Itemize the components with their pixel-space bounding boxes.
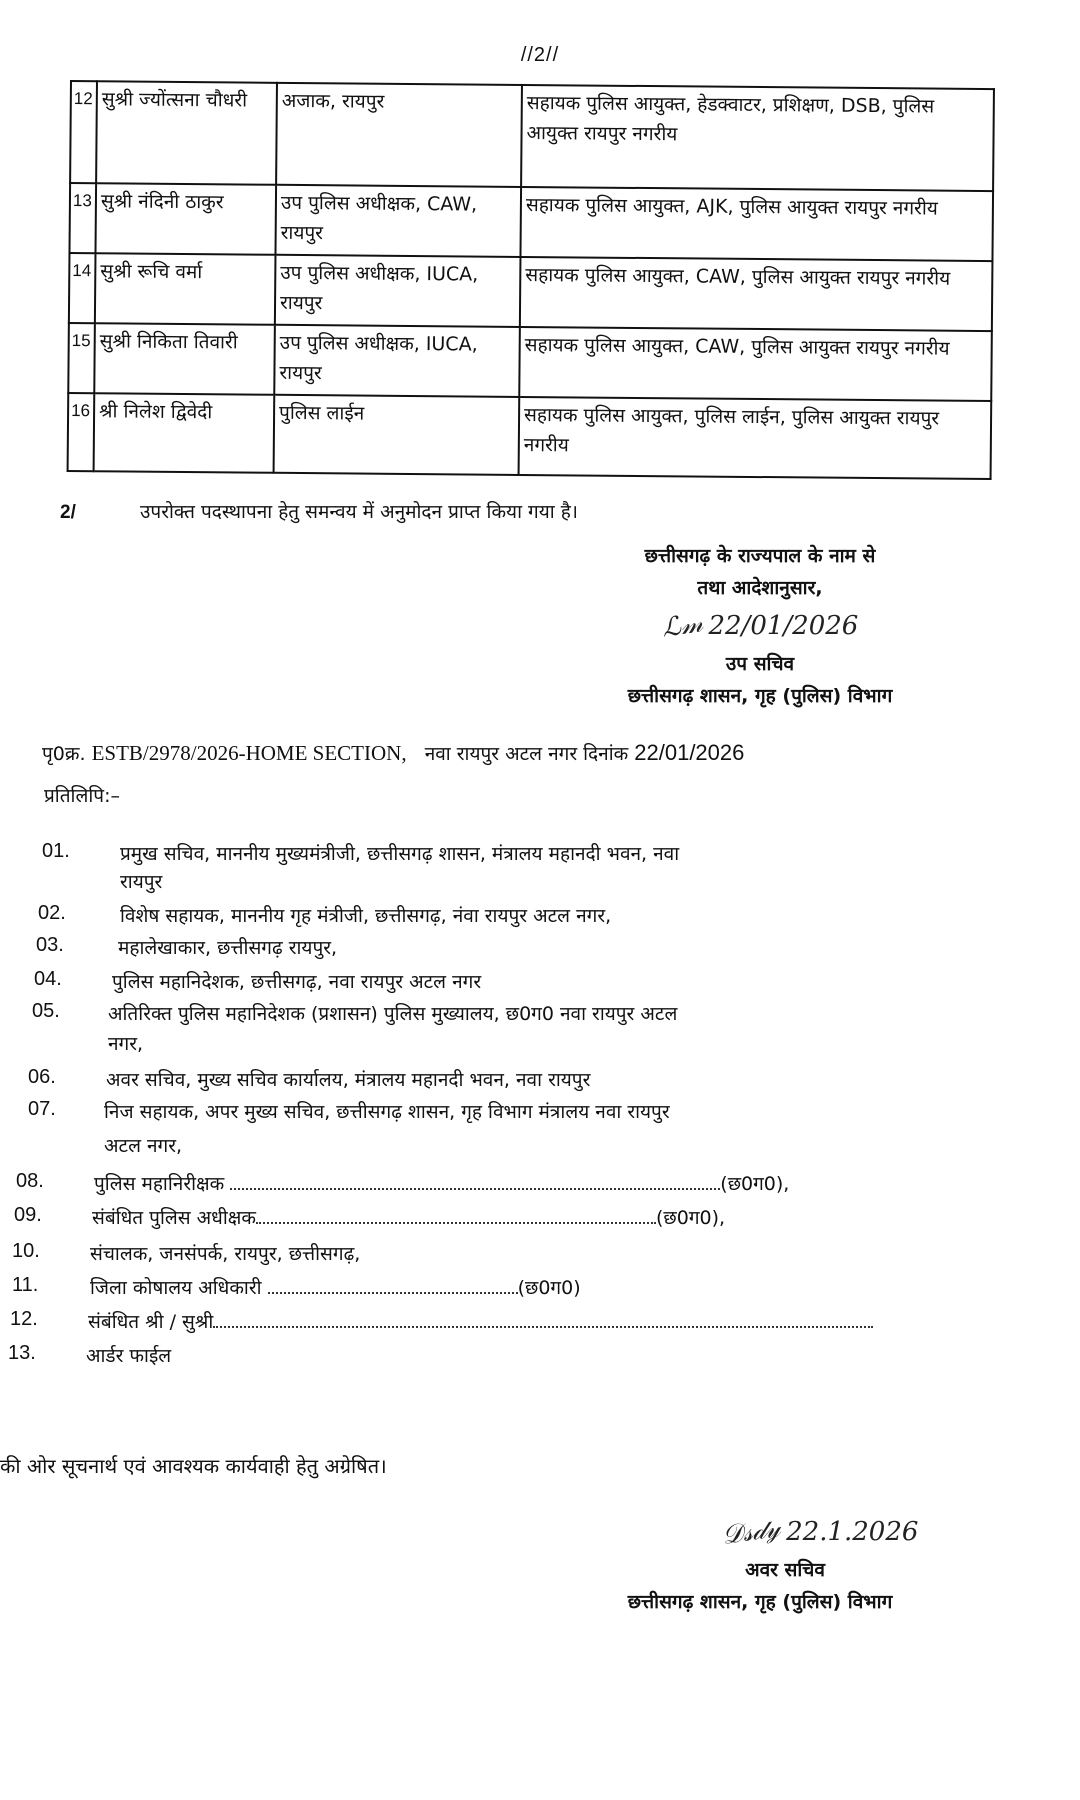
closing-statement: की ओर सूचनार्थ एवं आवश्यक कार्यवाही हेतु अग्रेषित। [0, 1454, 387, 1478]
item-text: प्रमुख सचिव, माननीय मुख्यमंत्रीजी, छत्तीसगढ़ शासन, मंत्रालय महानदी भवन, नवा [120, 843, 680, 865]
posting-table [67, 80, 995, 480]
endorsement-reference-line [42, 740, 744, 766]
current-posting: अजाक, रायपुर [276, 83, 522, 187]
officer-name: सुश्री निकिता तिवारी [94, 323, 275, 395]
current-posting: उप पुलिस अधीक्षक, IUCA, रायपुर [274, 325, 520, 397]
item-number: 04. [34, 968, 62, 990]
item-number: 05. [32, 1000, 60, 1022]
table-row [68, 393, 992, 479]
item-text-with-blank [90, 1274, 581, 1300]
paragraph-number: 2/ [60, 502, 76, 523]
fill-blank [268, 1274, 518, 1294]
item-text: संचालक, जनसंपर्क, रायपुर, छत्तीसगढ़, [90, 1243, 361, 1265]
designation: उप सचिव [725, 653, 795, 675]
item-suffix: (छ0ग0), [720, 1173, 790, 1195]
new-posting: सहायक पुलिस आयुक्त, CAW, पुलिस आयुक्त रायपुर नगरीय [520, 257, 993, 331]
signature-date: 22.1.2026 [786, 1517, 919, 1547]
page-number: //2// [520, 44, 560, 66]
item-suffix: (छ0ग0) [517, 1277, 581, 1299]
table-row [69, 253, 993, 331]
item-text-with-blank [88, 1308, 873, 1334]
serial-number: 12 [70, 81, 97, 183]
department: छत्तीसगढ़ शासन, गृह (पुलिस) विभाग [627, 1591, 893, 1613]
item-text: पुलिस महानिरीक्षक [94, 1173, 225, 1195]
item-number: 13. [8, 1342, 36, 1364]
item-number: 08. [16, 1170, 44, 1192]
designation: अवर सचिव [745, 1559, 825, 1581]
handwritten-signature [680, 1510, 960, 1554]
endorsement-prefix: पृ0क्र. [42, 743, 86, 765]
item-text-with-blank [94, 1170, 789, 1196]
item-text: निज सहायक, अपर मुख्य सचिव, छत्तीसगढ़ शासन, गृह विभाग मंत्रालय नवा रायपुर [104, 1101, 670, 1123]
officer-name: सुश्री नंदिनी ठाकुर [95, 183, 276, 255]
item-text: संबंधित पुलिस अधीक्षक [92, 1207, 256, 1229]
item-text-continued: अटल नगर, [104, 1135, 183, 1157]
new-posting: सहायक पुलिस आयुक्त, पुलिस लाईन, पुलिस आयुक्त रायपुर नगरीय [519, 397, 992, 479]
signature-scribble-icon: 𝒟𝓈𝒹𝓎 [719, 1513, 782, 1551]
item-number: 09. [14, 1204, 42, 1226]
item-number: 01. [42, 840, 70, 862]
item-text-continued: नगर, [108, 1033, 144, 1055]
item-text: विशेष सहायक, माननीय गृह मंत्रीजी, छत्तीसगढ़, नंवा रायपुर अटल नगर, [120, 905, 612, 927]
serial-number: 14 [69, 253, 96, 323]
endorsement-date: 22/01/2026 [634, 740, 745, 765]
item-text-with-blank [92, 1204, 725, 1230]
signature-date: 22/01/2026 [708, 611, 859, 641]
item-number: 11. [12, 1274, 39, 1296]
item-number: 06. [28, 1066, 56, 1088]
current-posting: पुलिस लाईन [274, 395, 520, 475]
table-row [70, 81, 994, 191]
table-row [68, 323, 992, 401]
new-posting: सहायक पुलिस आयुक्त, हेडक्वाटर, प्रशिक्षण, DSB, पुलिस आयुक्त रायपुर नगरीय [521, 85, 994, 191]
item-suffix: (छ0ग0), [656, 1207, 726, 1229]
new-posting: सहायक पुलिस आयुक्त, CAW, पुलिस आयुक्त रायपुर नगरीय [519, 327, 992, 401]
serial-number: 13 [69, 183, 96, 253]
item-number: 03. [36, 934, 64, 956]
paragraph-text: उपरोक्त पदस्थापना हेतु समन्वय में अनुमोदन प्राप्त किया गया है। [140, 501, 579, 523]
paragraph-2 [60, 498, 578, 524]
item-text: महालेखाकार, छत्तीसगढ़ रायपुर, [118, 937, 338, 959]
signature-scribble-icon: ℒ𝓂 [659, 608, 705, 644]
item-text: संबंधित श्री / सुश्री [88, 1311, 214, 1333]
item-text-continued: रायपुर [120, 871, 163, 893]
department: छत्तीसगढ़ शासन, गृह (पुलिस) विभाग [627, 685, 893, 707]
fill-blank [256, 1204, 656, 1224]
current-posting: उप पुलिस अधीक्षक, IUCA, रायपुर [275, 255, 521, 327]
item-number: 02. [38, 902, 66, 924]
copy-to-heading: प्रतिलिपि:– [44, 785, 120, 807]
serial-number: 15 [68, 323, 95, 393]
reference-number: ESTB/2978/2026-HOME SECTION, [91, 741, 407, 765]
item-text: पुलिस महानिदेशक, छत्तीसगढ़, नवा रायपुर अटल नगर [112, 971, 482, 993]
officer-name: श्री निलेश द्विवेदी [94, 393, 275, 473]
place-and-date-label: नवा रायपुर अटल नगर दिनांक [424, 743, 629, 765]
governor-authority-line: छत्तीसगढ़ के राज्यपाल के नाम से [644, 545, 876, 567]
fill-blank [230, 1170, 720, 1190]
item-text: जिला कोषालय अधिकारी [90, 1277, 262, 1299]
table-row [69, 183, 993, 261]
handwritten-signature [560, 604, 960, 648]
officer-name: सुश्री रूचि वर्मा [95, 253, 276, 325]
item-text: अवर सचिव, मुख्य सचिव कार्यालय, मंत्रालय महानदी भवन, नवा रायपुर [106, 1069, 591, 1091]
item-text: अतिरिक्त पुलिस महानिदेशक (प्रशासन) पुलिस मुख्यालय, छ0ग0 नवा रायपुर अटल [108, 1003, 678, 1025]
item-text: आर्डर फाईल [86, 1345, 172, 1367]
order-line: तथा आदेशानुसार, [697, 577, 823, 599]
item-number: 10. [12, 1240, 40, 1262]
serial-number: 16 [68, 393, 95, 471]
officer-name: सुश्री ज्योंत्सना चौधरी [96, 81, 277, 185]
signature-block-under-secretary [560, 1510, 960, 1618]
new-posting: सहायक पुलिस आयुक्त, AJK, पुलिस आयुक्त रायपुर नगरीय [520, 187, 993, 261]
item-number: 07. [28, 1098, 56, 1120]
signature-block-deputy-secretary [560, 540, 960, 712]
item-number: 12. [10, 1308, 38, 1330]
fill-blank [213, 1308, 873, 1328]
current-posting: उप पुलिस अधीक्षक, CAW, रायपुर [275, 185, 521, 257]
